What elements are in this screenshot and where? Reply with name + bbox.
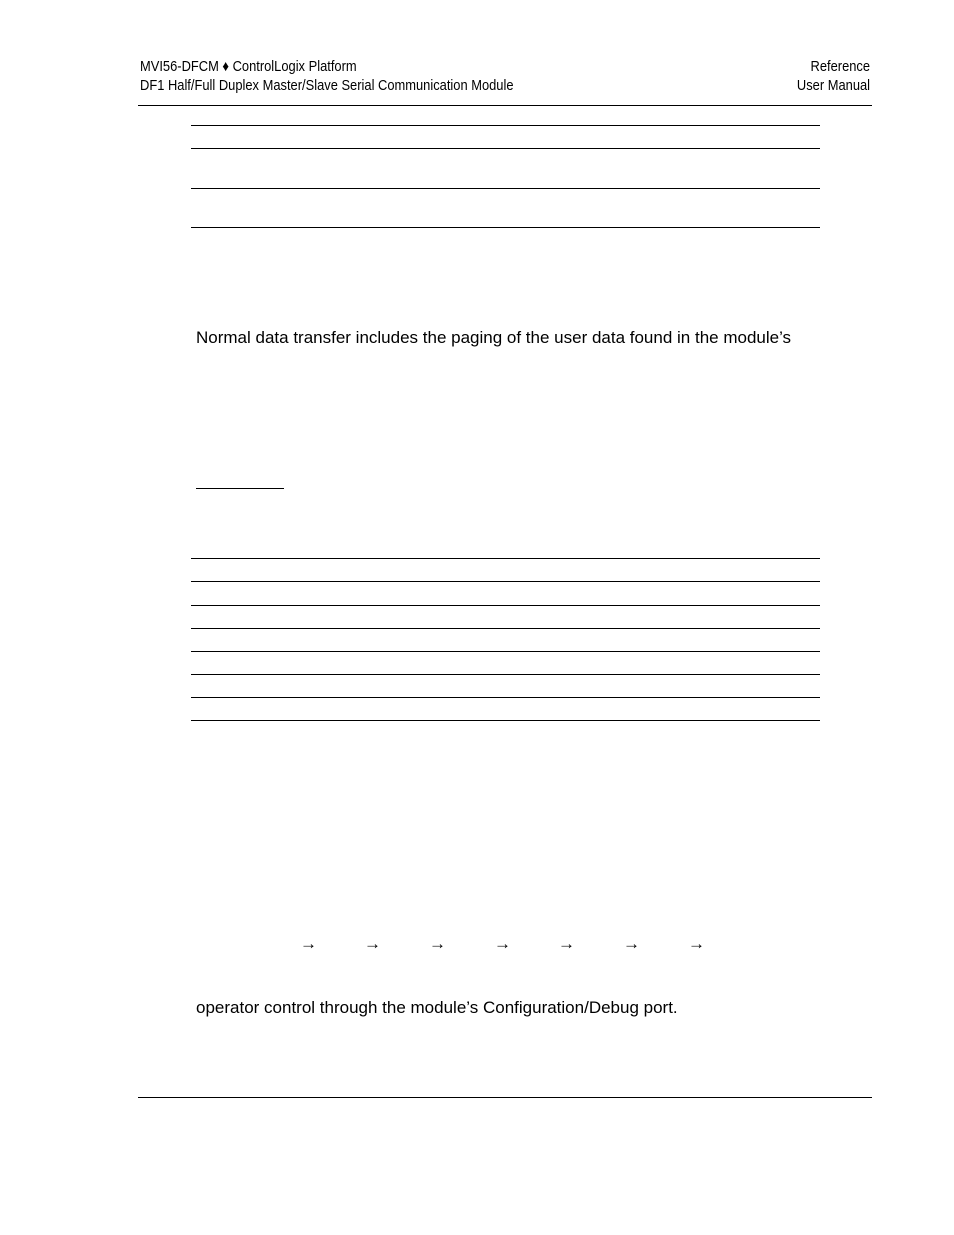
header-product-subtitle: DF1 Half/Full Duplex Master/Slave Serial Communication Module [140,77,514,94]
header-doc-type: User Manual [796,77,870,94]
flow-arrow: → [494,934,511,953]
table2-rule [191,697,820,698]
flow-arrow: → [623,934,640,953]
table1-rule [191,188,820,189]
table2-rule [191,720,820,721]
header-product-title: MVI56-DFCM ♦ ControlLogix Platform [140,58,357,75]
table2-rule [191,605,820,606]
flow-arrow: → [364,934,381,953]
flow-arrow: → [300,934,317,953]
table2-rule [191,651,820,652]
footer-divider [138,1097,872,1098]
header-divider [138,105,872,106]
underline-short [196,488,284,489]
running-header-left [140,57,514,95]
paragraph-normal-data-transfer: Normal data transfer includes the paging of the user data found in the module’s [196,328,792,347]
paragraph-operator-control: operator control through the module’s Configuration/Debug port. [196,998,678,1017]
table1-rule [191,125,820,126]
running-header-right [797,57,870,95]
header-section: Reference [810,58,870,75]
table1-rule [191,227,820,228]
table1-rule [191,148,820,149]
table2-rule [191,674,820,675]
flow-arrow: → [429,934,446,953]
flow-arrow: → [558,934,575,953]
table2-rule [191,628,820,629]
table2-rule [191,581,820,582]
flow-arrow: → [688,934,705,953]
table2-rule [191,558,820,559]
